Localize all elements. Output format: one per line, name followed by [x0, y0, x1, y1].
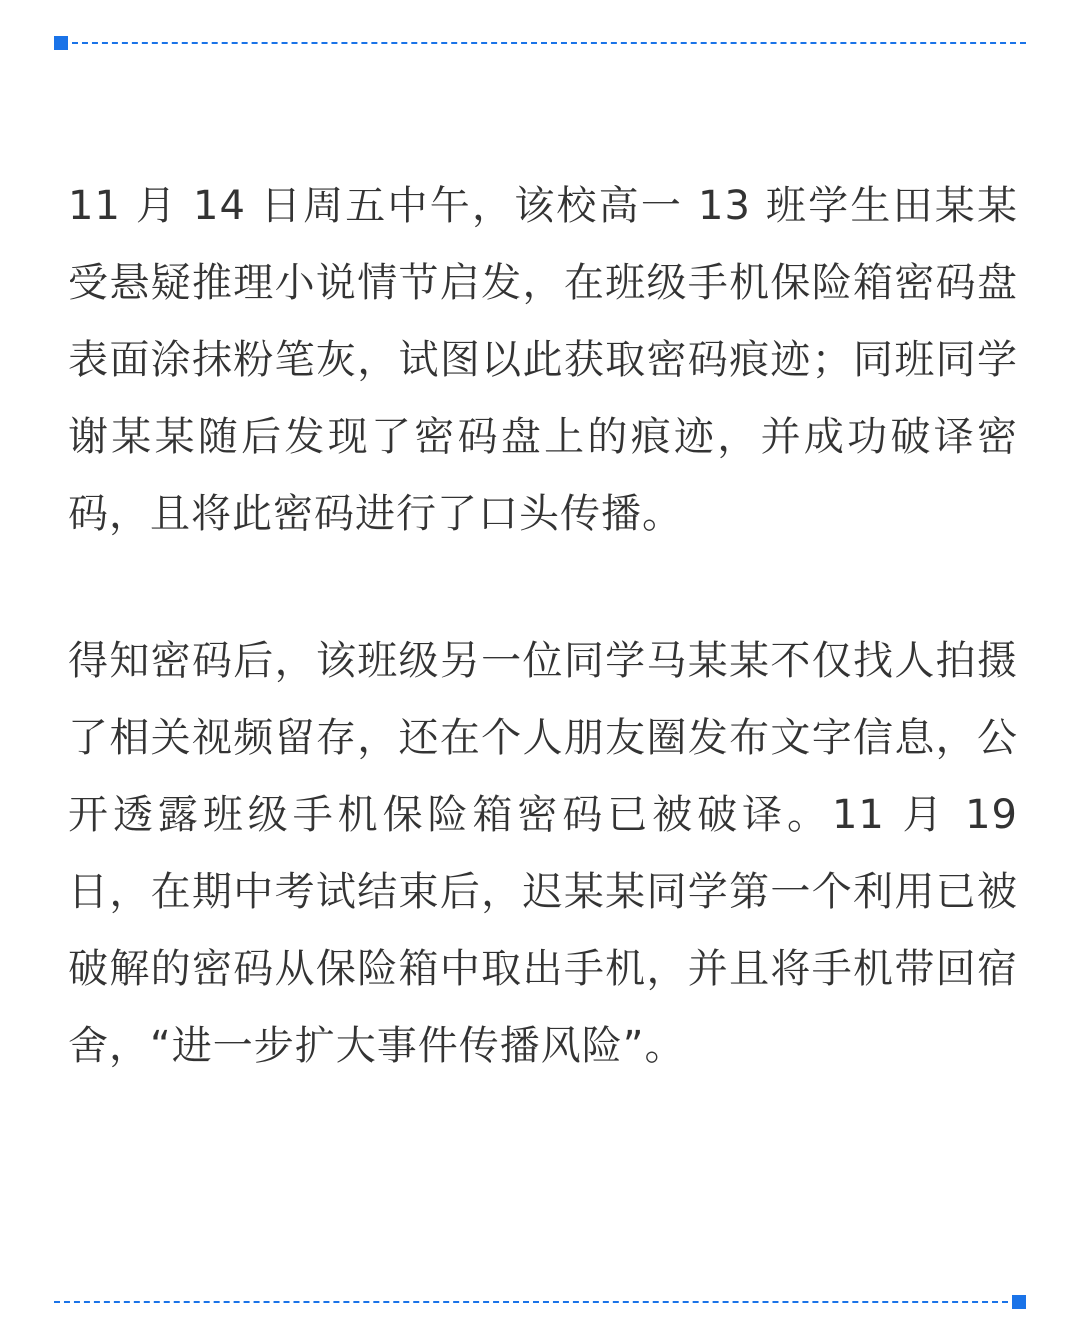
article-body [68, 168, 1032, 1085]
top-divider [54, 36, 1026, 50]
dashed-line [54, 1301, 1008, 1303]
bottom-divider [54, 1295, 1026, 1309]
divider-square-marker [1012, 1295, 1026, 1309]
paragraph-2: 得知密码后，该班级另一位同学马某某不仅找人拍摄了相关视频留存，还在个人朋友圈发布文字信息，公开透露班级手机保险箱密码已被破译。11 月 19 日，在期中考试结束后，迟某某同学第一个利用已被破解的密码从保险箱中取出手机，并且将手机带回宿舍，“进一步扩大事件传播风险”。 [68, 638, 1032, 1069]
paragraph-1: 11 月 14 日周五中午，该校高一 13 班学生田某某受悬疑推理小说情节启发，在班级手机保险箱密码盘表面涂抹粉笔灰，试图以此获取密码痕迹；同班同学谢某某随后发现了密码盘上的痕迹，并成功破译密码，且将此密码进行了口头传播。 [68, 183, 1018, 537]
dashed-line [72, 42, 1026, 44]
divider-square-marker [54, 36, 68, 50]
